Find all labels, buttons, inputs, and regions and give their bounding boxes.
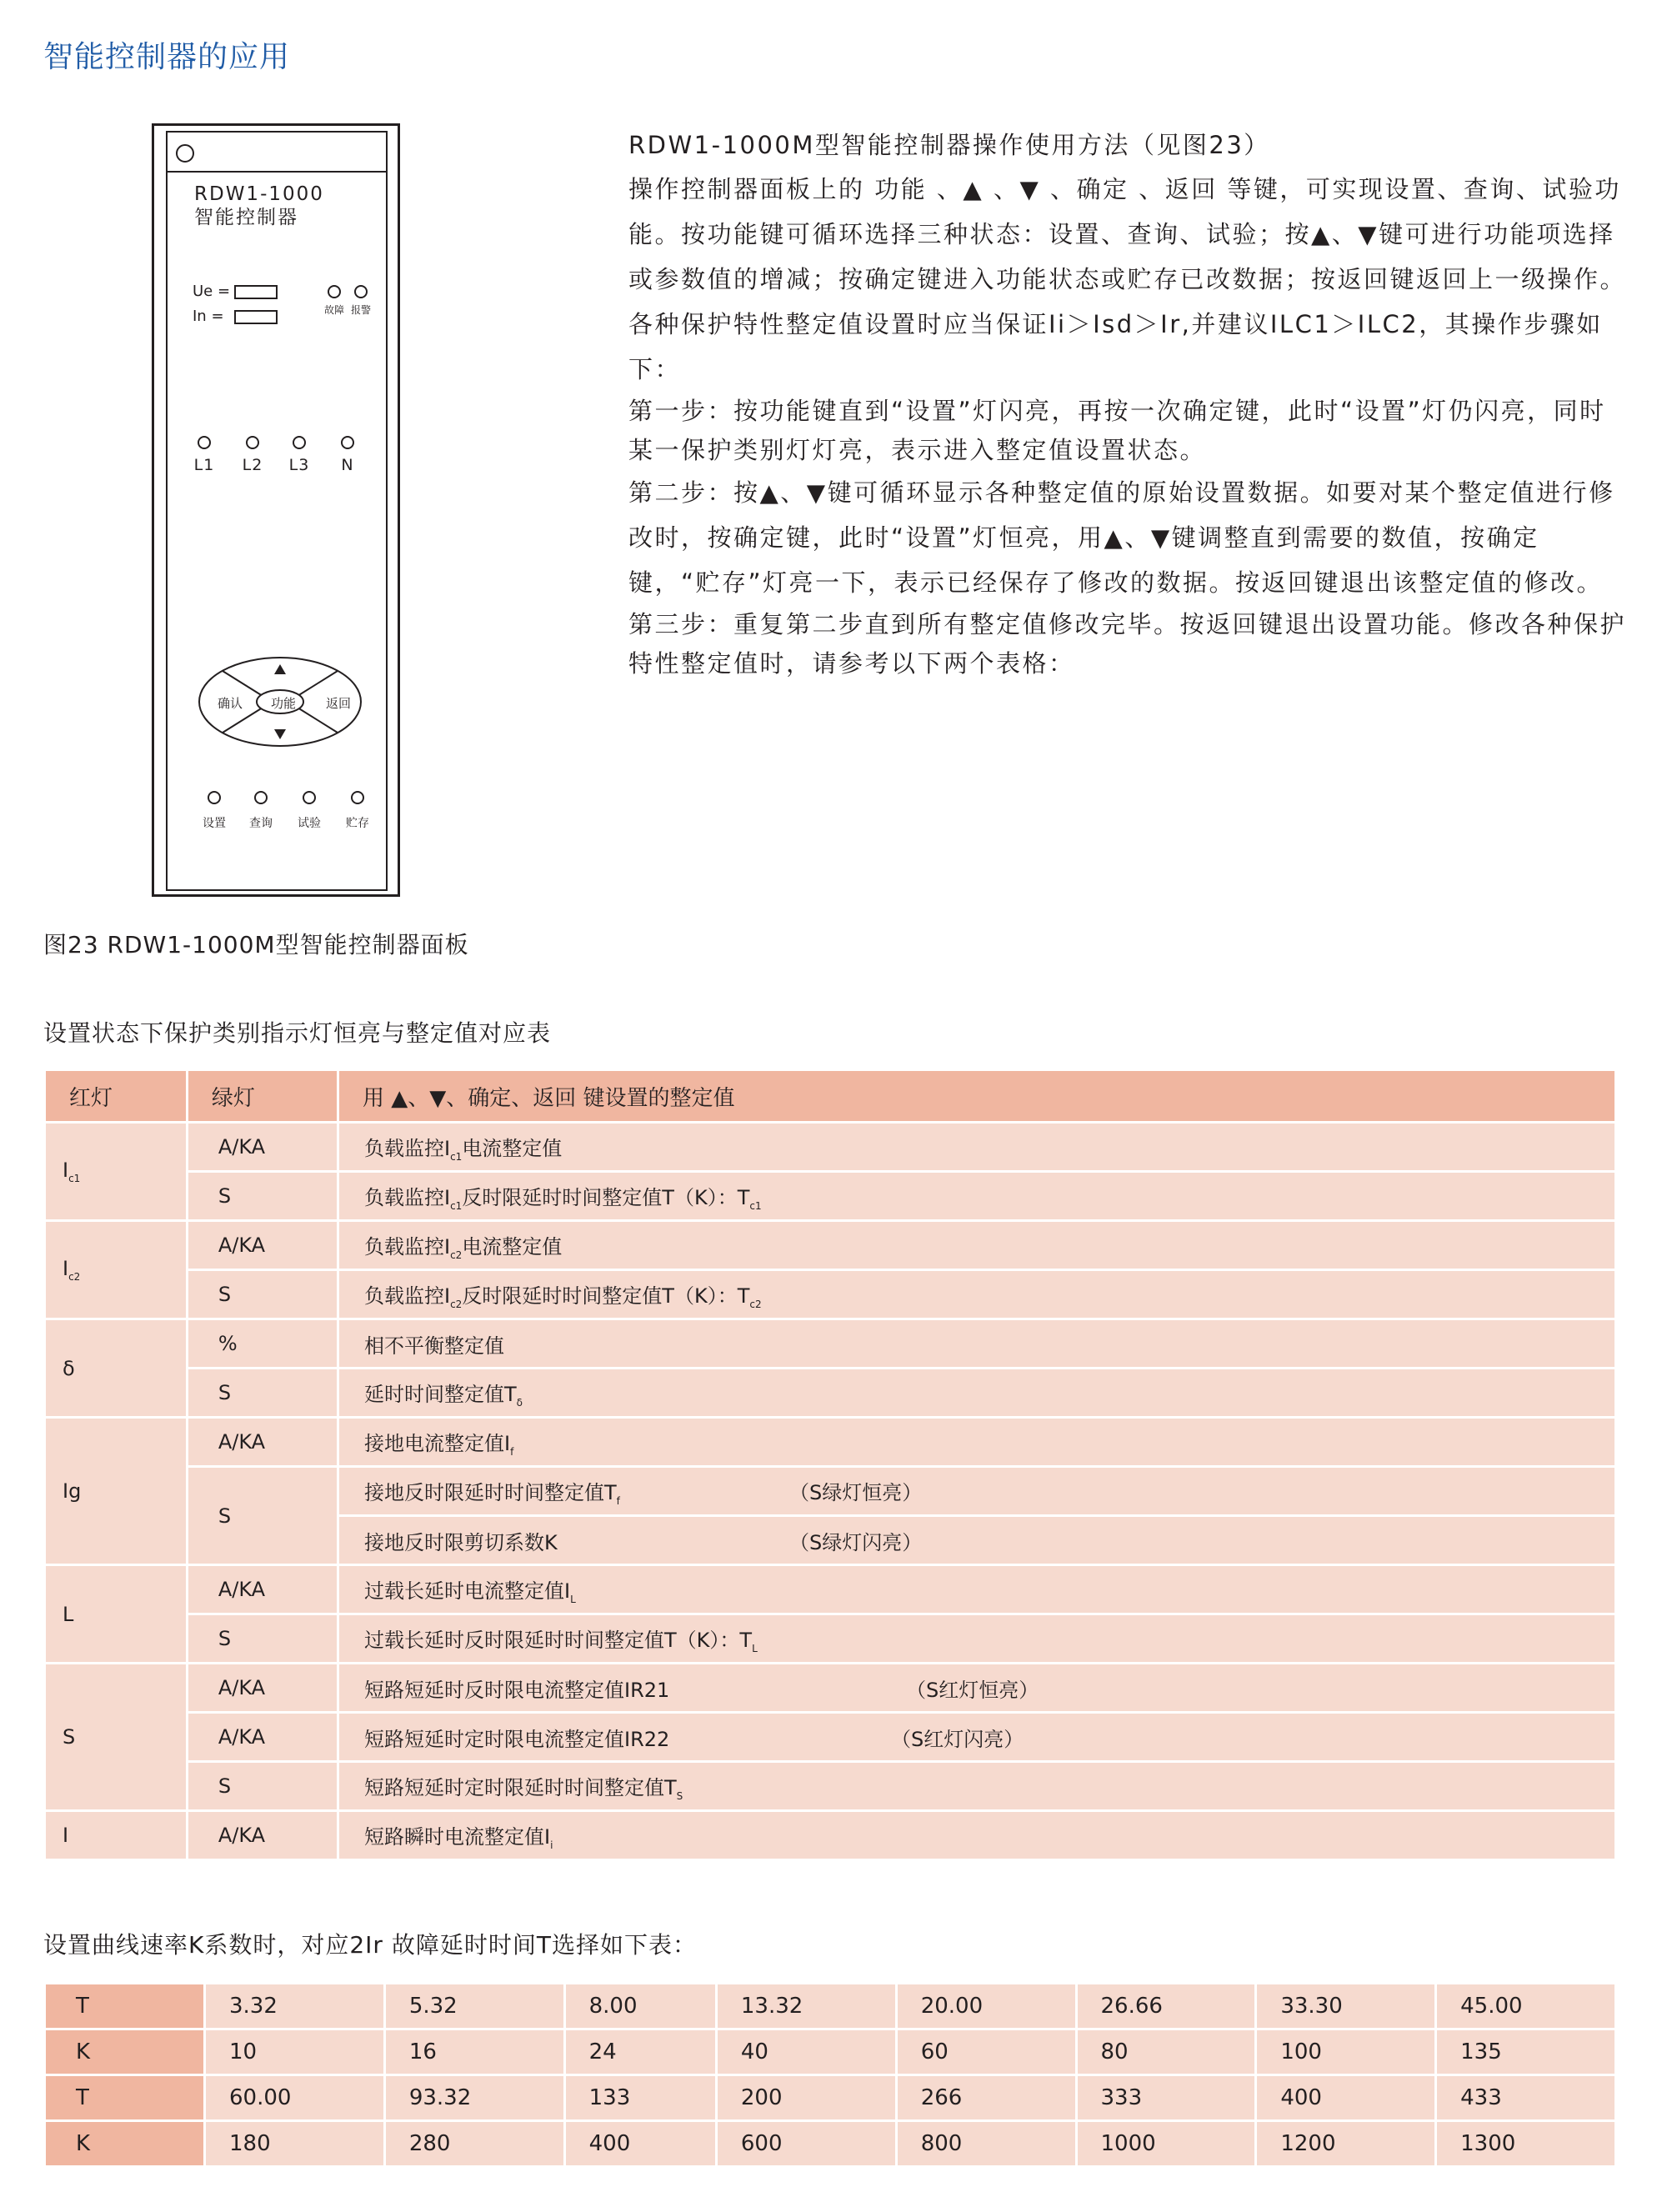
setting-value-cell [338,1811,1616,1860]
indicator-circle [176,144,194,163]
setting-note: （S绿灯闪亮） [789,1530,923,1554]
setting-subscript: L [570,1593,576,1605]
table-row [45,1418,1616,1467]
value-cell: 80 [1076,2029,1256,2075]
setting-text: 过载长延时反时限延时时间整定值T（K）：T [364,1628,753,1652]
setting-subscript: c1 [749,1199,762,1212]
setting-text: 负载监控I [364,1185,451,1209]
page-title: 智能控制器的应用 [43,40,291,74]
red-light-cell [45,1123,188,1221]
value-cell: 8.00 [564,1984,716,2029]
setting-subscript: δ [516,1396,523,1409]
setting-subscript: c2 [450,1249,463,1261]
green-light-cell: S [187,1270,338,1319]
value-cell: 93.32 [384,2075,564,2121]
fault-led [328,285,341,298]
value-cell: 1000 [1076,2121,1256,2167]
green-light-cell: A/KA [187,1664,338,1713]
table-row [45,1664,1616,1713]
status-label: 查询 [249,817,273,830]
table-header-row [45,1070,1616,1123]
setting-text: 短路瞬时电流整定值I [364,1824,551,1849]
value-cell: 200 [716,2075,896,2121]
function-button[interactable]: 功能 [271,696,297,711]
fault-label: 故障 [323,304,344,316]
setting-subscript: L [752,1642,758,1654]
setting-text: 过载长延时电流整定值I [364,1579,571,1603]
red-light-cell [45,1319,188,1418]
value-cell: 1200 [1256,2121,1436,2167]
green-light-cell: S [187,1467,338,1565]
red-light-label: I [63,1257,69,1281]
setting-text: 短路短延时反时限电流整定值IR21 [364,1678,670,1702]
setting-text: 负载监控I [364,1284,451,1308]
red-light-cell [45,1565,188,1664]
setting-subscript: c2 [450,1298,463,1310]
setting-subscript: c1 [450,1150,463,1163]
setting-value-cell [338,1221,1616,1270]
panel-model: RDW1-1000 [194,183,324,205]
l2-led [246,436,259,449]
setting-value-cell [338,1172,1616,1221]
green-light-cell: S [187,1369,338,1418]
tk-table [43,1982,1617,2168]
table-row [45,2029,1616,2075]
status-label: 贮存 [346,817,369,830]
table-row [45,1984,1616,2029]
setting-text: 相不平衡整定值 [364,1334,504,1358]
l1-led [198,436,211,449]
in-label: In = [193,308,224,325]
red-light-label: S [63,1725,76,1749]
setting-text: 反时限延时时间整定值T（K）：T [462,1185,750,1209]
value-cell: 133 [564,2075,716,2121]
value-cell: 60 [896,2029,1076,2075]
setting-text: 负载监控I [364,1136,451,1160]
setting-value-cell [338,1614,1616,1664]
value-cell: 33.30 [1256,1984,1436,2029]
table-row [45,2121,1616,2167]
table-row [45,1172,1616,1221]
value-cell: 10 [205,2029,385,2075]
header-red: 红灯 [45,1070,188,1123]
setting-value-cell [338,1516,1616,1565]
status-label: 试验 [298,817,321,830]
red-light-cell [45,1664,188,1811]
l3-led [293,436,306,449]
table-row [45,1123,1616,1172]
red-light-label: L [63,1602,74,1626]
setting-subscript: c2 [749,1298,762,1310]
value-cell: 5.32 [384,1984,564,2029]
alarm-led [354,285,368,298]
instructions-paragraph: 第二步：按▲、▼键可循环显示各种整定值的原始设置数据。如要对某个整定值进行修改时，按确定键，此时“设置”灯恒亮，用▲、▼键调整直到需要的数值，按确定键，“贮存”灯亮一下，表示已经保存了修改的数据。按返回键退出该整定值的修改。 [628,478,1615,597]
red-light-label: δ [63,1356,75,1380]
green-light-cell: S [187,1614,338,1664]
return-button[interactable]: 返回 [326,696,352,711]
value-cell: 280 [384,2121,564,2167]
setting-subscript: c1 [450,1199,463,1212]
value-cell: 333 [1076,2075,1256,2121]
setting-subscript: f [616,1494,620,1507]
table-row [45,1467,1616,1516]
value-cell: 800 [896,2121,1076,2167]
store-led [351,791,364,804]
instructions-paragraph: 操作控制器面板上的 功能 、▲ 、▼ 、确定 、返回 等键，可实现设置、查询、试验功能。按功能键可循环选择三种状态：设置、查询、试验；按▲、▼键可进行功能项选择或参数值的增减；按确定键进入功能状态或贮存已改数据；按返回键返回上一级操作。各种保护特性整定值设置时应当保证Ii＞Isd＞Ir,并建议ILC1＞ILC2，其操作步骤如下： [628,175,1627,383]
value-cell: 16 [384,2029,564,2075]
green-light-cell: A/KA [187,1418,338,1467]
table2-title: 设置曲线速率K系数时，对应2Ir 故障延时时间T选择如下表： [43,1931,697,1959]
value-cell: 400 [564,2121,716,2167]
value-cell: 266 [896,2075,1076,2121]
setting-text: 接地反时限剪切系数K [364,1530,558,1554]
setting-value-cell [338,1565,1616,1614]
value-cell: 400 [1256,2075,1436,2121]
row-key-cell: T [45,1984,205,2029]
query-led [254,791,268,804]
setting-note: （S绿灯恒亮） [789,1480,923,1504]
table-row [45,1319,1616,1369]
table-row [45,1565,1616,1614]
green-light-cell: S [187,1762,338,1811]
in-display [234,310,278,324]
settings-table [43,1068,1617,1861]
phase-label: N [341,456,354,474]
setting-text: 负载监控I [364,1234,451,1259]
value-cell: 13.32 [716,1984,896,2029]
table-row [45,1713,1616,1762]
table-row [45,1762,1616,1811]
n-led [341,436,354,449]
setting-note: （S红灯恒亮） [906,1678,1039,1702]
red-light-label: I [63,1824,69,1847]
setting-subscript: f [510,1445,514,1458]
ue-display [234,285,278,299]
table1-title: 设置状态下保护类别指示灯恒亮与整定值对应表 [43,1019,552,1047]
panel-face [166,131,388,891]
setting-value-cell [338,1270,1616,1319]
setting-text: 延时时间整定值T [364,1382,517,1406]
table-row [45,1369,1616,1418]
setting-text: 接地电流整定值I [364,1431,511,1455]
setting-led [208,791,221,804]
alarm-label: 报警 [350,304,371,316]
red-light-label: I [63,1159,69,1183]
setting-value-cell [338,1319,1616,1369]
green-light-cell: A/KA [187,1713,338,1762]
test-led [303,791,316,804]
setting-text: 反时限延时时间整定值T（K）：T [462,1284,750,1308]
green-light-cell: A/KA [187,1123,338,1172]
header-green: 绿灯 [187,1070,338,1123]
setting-value-cell [338,1762,1616,1811]
red-light-label: Ig [63,1479,82,1503]
red-light-cell [45,1811,188,1860]
value-cell: 26.66 [1076,1984,1256,2029]
green-light-cell: S [187,1172,338,1221]
setting-value-cell [338,1123,1616,1172]
setting-text: 电流整定值 [462,1234,563,1259]
green-light-cell: A/KA [187,1221,338,1270]
header-value: 用 ▲、▼、确定、返回 键设置的整定值 [338,1070,1616,1123]
value-cell: 20.00 [896,1984,1076,2029]
table-row [45,1811,1616,1860]
red-light-subscript: c2 [68,1270,81,1283]
setting-text: 电流整定值 [462,1136,563,1160]
green-light-cell: A/KA [187,1565,338,1614]
table-row [45,1270,1616,1319]
setting-text: 短路短延时定时限延时时间整定值T [364,1775,677,1799]
value-cell: 100 [1256,2029,1436,2075]
setting-note: （S红灯闪亮） [891,1727,1024,1751]
setting-value-cell [338,1418,1616,1467]
value-cell: 600 [716,2121,896,2167]
red-light-cell [45,1418,188,1565]
row-key-cell: T [45,2075,205,2121]
status-label: 设置 [203,817,226,830]
confirm-button[interactable]: 确认 [218,696,243,711]
value-cell: 433 [1436,2075,1616,2121]
row-key-cell: K [45,2121,205,2167]
red-light-cell [45,1221,188,1319]
controller-panel [152,123,400,897]
value-cell: 135 [1436,2029,1616,2075]
setting-value-cell [338,1713,1616,1762]
setting-value-cell [338,1467,1616,1516]
table-row [45,1221,1616,1270]
setting-text: 短路短延时定时限电流整定值IR22 [364,1727,670,1751]
phase-label: L3 [288,456,310,474]
table-row [45,1614,1616,1664]
figure-caption: 图23 RDW1-1000M型智能控制器面板 [43,931,469,958]
value-cell: 45.00 [1436,1984,1616,2029]
setting-subscript: i [550,1839,553,1851]
setting-subscript: S [676,1789,683,1802]
setting-value-cell [338,1664,1616,1713]
green-light-cell: A/KA [187,1811,338,1860]
value-cell: 60.00 [205,2075,385,2121]
instructions-paragraph: 第一步：按功能键直到“设置”灯闪亮，再按一次确定键，此时“设置”灯仍闪亮，同时某一保护类别灯灯亮，表示进入整定值设置状态。 [628,397,1606,464]
setting-text: 接地反时限延时时间整定值T [364,1480,617,1504]
value-cell: 180 [205,2121,385,2167]
row-key-cell: K [45,2029,205,2075]
value-cell: 1300 [1436,2121,1616,2167]
instructions [628,123,1629,683]
value-cell: 24 [564,2029,716,2075]
red-light-subscript: c1 [68,1172,81,1184]
setting-value-cell [338,1369,1616,1418]
ue-label: Ue = [193,283,231,300]
value-cell: 40 [716,2029,896,2075]
table-row [45,2075,1616,2121]
green-light-cell: % [187,1319,338,1369]
value-cell: 3.32 [205,1984,385,2029]
phase-label: L1 [193,456,215,474]
panel-name: 智能控制器 [194,207,298,228]
instructions-paragraph: 第三步：重复第二步直到所有整定值修改完毕。按返回键退出设置功能。修改各种保护特性整定值时，请参考以下两个表格： [628,610,1627,678]
instructions-heading: RDW1-1000M型智能控制器操作使用方法（见图23） [628,131,1270,159]
phase-label: L2 [242,456,263,474]
panel-top-bar [168,133,386,173]
